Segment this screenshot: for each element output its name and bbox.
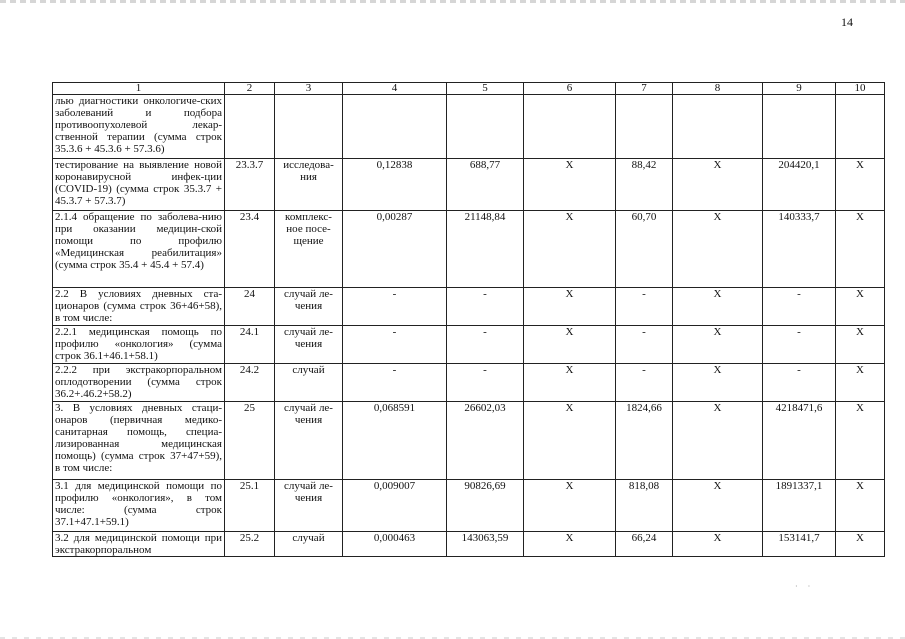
amount: 153141,7 [763,532,836,557]
cost-value: - [447,288,524,326]
mark-x: Х [836,364,885,402]
row-number: 23.3.7 [225,159,275,211]
cost-value: 26602,03 [447,402,524,480]
cost-value [447,95,524,159]
cost-value: 143063,59 [447,532,524,557]
scan-top-edge [0,0,905,3]
column-number: 3 [275,83,343,95]
unit: случай ле-чения [275,480,343,532]
norm-value: 0,00287 [343,211,447,288]
value: 88,42 [616,159,673,211]
row-number: 24.2 [225,364,275,402]
mark-x: Х [836,532,885,557]
indicator-name: 3. В условиях дневных стаци-онаров (первичная медико-санитарная помощь, специа-лизированная медицинская помощь) (сумма строк 37+47+59), в том числе: [53,402,225,480]
unit: случай [275,364,343,402]
scan-specks: · · [795,582,811,591]
mark-x [673,95,763,159]
mark-x: Х [524,326,616,364]
unit: случай ле-чения [275,326,343,364]
table-row [53,326,885,364]
column-number: 1 [53,83,225,95]
page-number: 14 [841,15,853,29]
mark-x: Х [836,159,885,211]
mark-x: Х [524,211,616,288]
row-number: 25 [225,402,275,480]
cost-value: 90826,69 [447,480,524,532]
column-number: 2 [225,83,275,95]
column-number: 6 [524,83,616,95]
value: - [616,326,673,364]
table-row [53,159,885,211]
value: 818,08 [616,480,673,532]
norm-value: 0,068591 [343,402,447,480]
mark-x: Х [673,532,763,557]
mark-x: Х [524,159,616,211]
indicator-name: 2.1.4 обращение по заболева-нию при оказании медицин-ской помощи по профилю «Медицинская реабилитация» (сумма строк 35.4 + 45.4 + 57.4) [53,211,225,288]
norm-value [343,95,447,159]
table-row [53,402,885,480]
row-number: 24 [225,288,275,326]
mark-x: Х [836,402,885,480]
cost-value: - [447,326,524,364]
mark-x [524,95,616,159]
unit: случай ле-чения [275,402,343,480]
column-number: 4 [343,83,447,95]
table-row [53,211,885,288]
column-number: 9 [763,83,836,95]
row-number: 24.1 [225,326,275,364]
norm-value: - [343,288,447,326]
amount: 4218471,6 [763,402,836,480]
amount: - [763,326,836,364]
value: 1824,66 [616,402,673,480]
mark-x: Х [673,211,763,288]
indicator-name: лью диагностики онкологиче-ских заболеваний и подбора противоопухолевой лекар-ственной терапии (сумма строк 35.3.6 + 45.3.6 + 57.3.6) [53,95,225,159]
row-number: 25.2 [225,532,275,557]
indicator-name: 2.2.2 при экстракорпоральном оплодотворении (сумма строк 36.2+.46.2+58.2) [53,364,225,402]
value: - [616,364,673,402]
row-number: 23.4 [225,211,275,288]
column-number: 10 [836,83,885,95]
norm-value: 0,000463 [343,532,447,557]
amount [763,95,836,159]
unit: случай [275,532,343,557]
cost-value: 21148,84 [447,211,524,288]
mark-x: Х [673,288,763,326]
mark-x: Х [524,402,616,480]
mark-x [836,95,885,159]
mark-x: Х [673,326,763,364]
table-row [53,364,885,402]
row-number: 25.1 [225,480,275,532]
unit [275,95,343,159]
value: 66,24 [616,532,673,557]
mark-x: Х [524,480,616,532]
mark-x: Х [836,211,885,288]
column-number: 7 [616,83,673,95]
row-number [225,95,275,159]
mark-x: Х [673,159,763,211]
amount: 140333,7 [763,211,836,288]
mark-x: Х [524,364,616,402]
norm-value: - [343,364,447,402]
cost-value: - [447,364,524,402]
mark-x: Х [524,532,616,557]
value [616,95,673,159]
cost-value: 688,77 [447,159,524,211]
amount: 204420,1 [763,159,836,211]
indicator-name: 2.2.1 медицинская помощь по профилю «онкология» (сумма строк 36.1+46.1+58.1) [53,326,225,364]
unit: исследова-ния [275,159,343,211]
norm-value: 0,12838 [343,159,447,211]
value: 60,70 [616,211,673,288]
column-number: 5 [447,83,524,95]
norm-value: - [343,326,447,364]
table-row [53,532,885,557]
indicator-name: 2.2 В условиях дневных ста-ционаров (сумма строк 36+46+58), в том числе: [53,288,225,326]
mark-x: Х [673,364,763,402]
mark-x: Х [524,288,616,326]
amount: - [763,288,836,326]
table-row [53,95,885,159]
indicator-table [52,82,885,557]
mark-x: Х [836,326,885,364]
amount: 1891337,1 [763,480,836,532]
indicator-name: 3.1 для медицинской помощи по профилю «онкология», в том числе: (сумма строк 37.1+47.1+59.1) [53,480,225,532]
indicator-name: 3.2 для медицинской помощи при экстракорпоральном [53,532,225,557]
unit: комплекс-ное посе-щение [275,211,343,288]
mark-x: Х [673,402,763,480]
norm-value: 0,009007 [343,480,447,532]
mark-x: Х [836,480,885,532]
unit: случай ле-чения [275,288,343,326]
value: - [616,288,673,326]
amount: - [763,364,836,402]
mark-x: Х [673,480,763,532]
table-row [53,480,885,532]
mark-x: Х [836,288,885,326]
column-number-row [53,83,885,95]
indicator-name: тестирование на выявление новой коронавирусной инфек-ции (COVID-19) (сумма строк 35.3.7 + 45.3.7 + 57.3.7) [53,159,225,211]
column-number: 8 [673,83,763,95]
table-row [53,288,885,326]
